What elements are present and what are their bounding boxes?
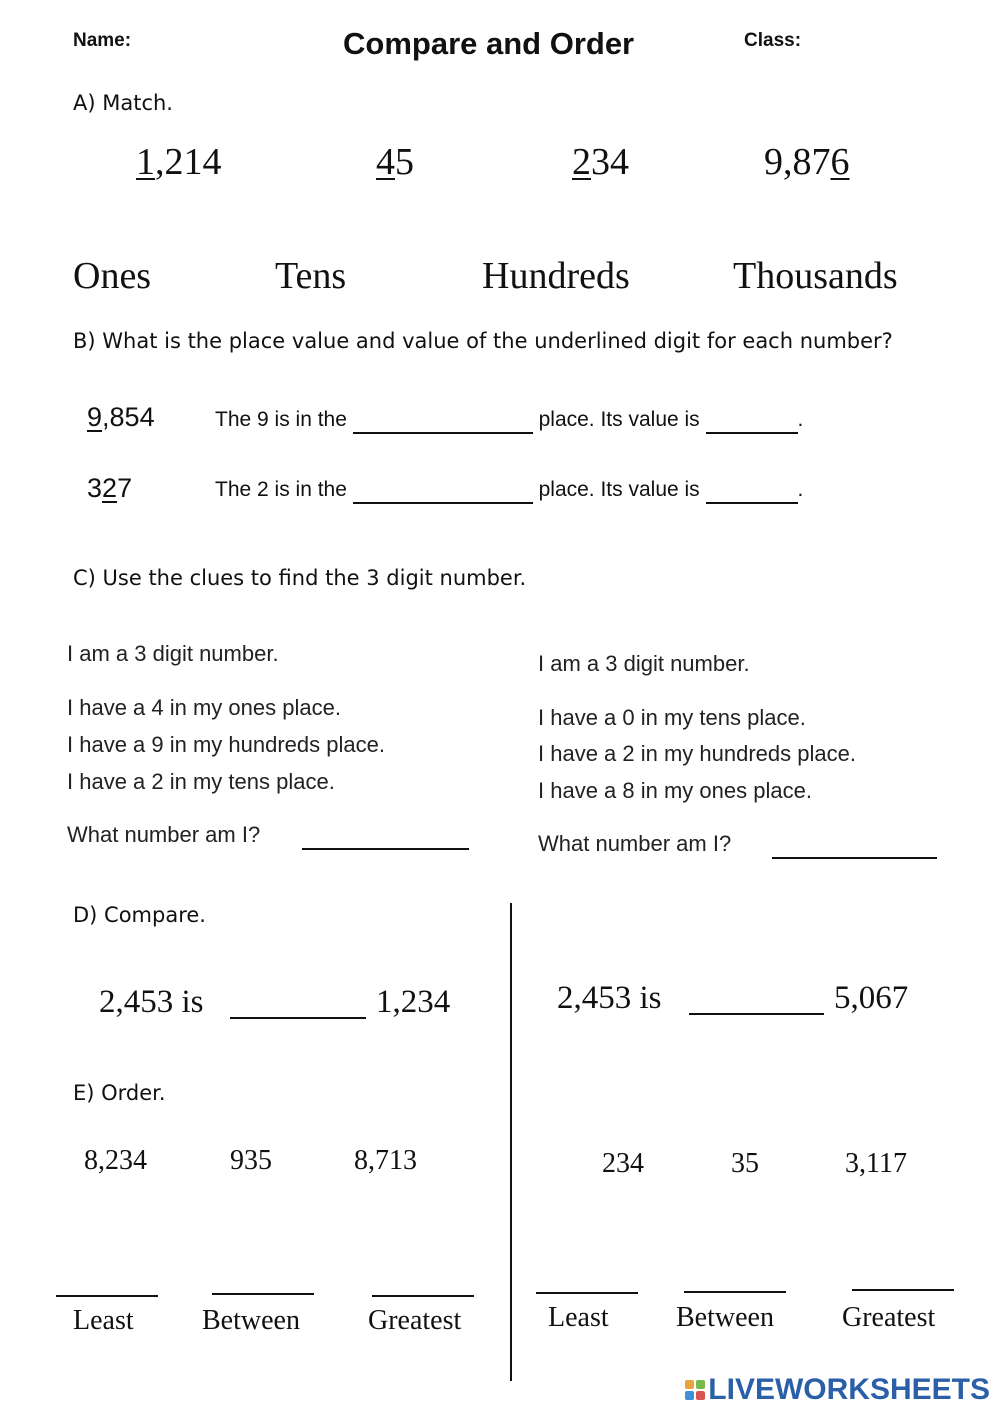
pv-place-blank-1[interactable] — [353, 408, 533, 434]
compare-left-b: 1,234 — [376, 984, 451, 1020]
place-ones[interactable]: Ones — [73, 255, 152, 297]
order-left-greatest-blank[interactable] — [372, 1295, 474, 1297]
pv-number-2: 327 — [87, 473, 133, 503]
order-left-greatest-label: Greatest — [368, 1305, 462, 1336]
left-clue-4: I have a 2 in my tens place. — [67, 769, 335, 794]
order-right-greatest-label: Greatest — [842, 1302, 936, 1333]
right-clue-4: I have a 8 in my ones place. — [538, 778, 812, 803]
right-answer-blank[interactable] — [772, 857, 937, 859]
pv-row-2: The 2 is in the place. Its value is . — [215, 478, 803, 504]
compare-right-blank[interactable] — [689, 1013, 824, 1015]
order-right-least-label: Least — [548, 1302, 609, 1333]
order-right-number-3: 3,117 — [845, 1148, 907, 1179]
order-right-between-label: Between — [676, 1302, 774, 1333]
order-left-number-3: 8,713 — [354, 1145, 417, 1176]
logo-text: LIVEWORKSHEETS — [708, 1373, 990, 1406]
order-right-between-blank[interactable] — [684, 1291, 786, 1293]
column-divider — [510, 903, 512, 1381]
right-question: What number am I? — [538, 831, 732, 856]
pv-value-blank-2[interactable] — [706, 478, 798, 504]
compare-left-a: 2,453 is — [99, 984, 204, 1020]
left-question: What number am I? — [67, 822, 261, 847]
order-right-number-2: 35 — [731, 1148, 759, 1179]
left-clue-2: I have a 4 in my ones place. — [67, 695, 341, 720]
section-b-heading: B) What is the place value and value of the underlined digit for each number? — [73, 329, 893, 353]
liveworksheets-icon — [685, 1380, 705, 1400]
compare-right-a: 2,453 is — [557, 980, 662, 1016]
left-clue-1: I am a 3 digit number. — [67, 641, 279, 666]
liveworksheets-logo — [685, 1373, 990, 1407]
order-left-number-1: 8,234 — [84, 1145, 147, 1176]
right-clue-1: I am a 3 digit number. — [538, 651, 750, 676]
match-number-3[interactable]: 234 — [572, 141, 629, 183]
match-number-1[interactable]: 1,214 — [136, 141, 222, 183]
match-number-4[interactable]: 9,876 — [764, 141, 850, 183]
pv-place-blank-2[interactable] — [353, 478, 533, 504]
pv-number-1: 9,854 — [87, 402, 155, 432]
compare-right-b: 5,067 — [834, 980, 909, 1016]
compare-left-blank[interactable] — [230, 1017, 366, 1019]
order-left-between-label: Between — [202, 1305, 300, 1336]
left-clue-3: I have a 9 in my hundreds place. — [67, 732, 385, 757]
pv-value-blank-1[interactable] — [706, 408, 798, 434]
place-thousands[interactable]: Thousands — [733, 255, 898, 297]
place-tens[interactable]: Tens — [275, 255, 347, 297]
order-right-number-1: 234 — [602, 1148, 644, 1179]
pv-row-1: The 9 is in the place. Its value is . — [215, 408, 803, 434]
place-hundreds[interactable]: Hundreds — [482, 255, 630, 297]
right-clue-3: I have a 2 in my hundreds place. — [538, 741, 856, 766]
section-e-heading: E) Order. — [73, 1081, 166, 1105]
left-answer-blank[interactable] — [302, 848, 469, 850]
order-left-least-blank[interactable] — [56, 1295, 158, 1297]
section-d-heading: D) Compare. — [73, 903, 206, 927]
order-right-greatest-blank[interactable] — [852, 1289, 954, 1291]
order-left-number-2: 935 — [230, 1145, 272, 1176]
class-label: Class: — [744, 30, 802, 51]
section-c-heading: C) Use the clues to find the 3 digit number. — [73, 566, 527, 590]
order-left-least-label: Least — [73, 1305, 134, 1336]
order-left-between-blank[interactable] — [212, 1293, 314, 1295]
section-a-heading: A) Match. — [73, 91, 173, 115]
order-right-least-blank[interactable] — [536, 1292, 638, 1294]
right-clue-2: I have a 0 in my tens place. — [538, 705, 806, 730]
match-number-2[interactable]: 45 — [376, 141, 414, 183]
page-title: Compare and Order — [343, 26, 635, 61]
name-label: Name: — [73, 30, 132, 51]
